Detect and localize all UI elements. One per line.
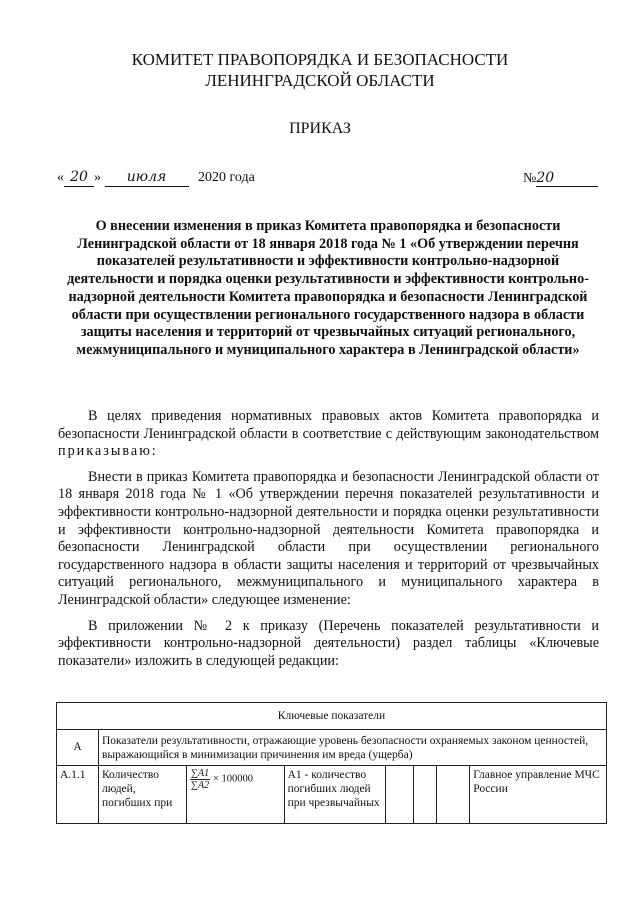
empty-cell (437, 766, 470, 824)
row-text-cell: Показатели результативности, отражающие уровень безопасности охраняемых законом ценностей, выражающийся в минимизации причинения им вреда (ущерба) (98, 730, 606, 766)
paragraph-2: Внести в приказ Комитета правопорядка и безопасности Ленинградской области от 18 января 2018 года № 1 «Об утверждении перечня показателей результативности и эффективности контрольно-надзорной деятельности и порядка оценки результативности и эффективности контрольно-надзорной деятельности Комитета правопорядка и безопасности Ленинградской области при осуществлении регионального государственного надзора в области защиты населения и территорий от чрезвычайных ситуаций регионального, межмуниципального и муниципального характера в Ленинградской области» следующее изменение: (58, 468, 599, 608)
definition-cell: А1 - количество погибших людей при чрезвычайных (284, 766, 386, 824)
date-close-quote: » (94, 170, 101, 185)
document-title: О внесении изменения в приказ Комитета правопорядка и безопасности Ленинградской области от 18 января 2018 года № 1 «Об утверждении перечня показателей результативности и эффективности контрольно-надзорной деятельности и порядка оценки результативности и эффективности контрольно-надзорной деятельности Комитета правопорядка и безопасности Ленинградской области при осуществлении регионального государственного надзора в области защиты населения и территорий от чрезвычайных ситуаций регионального, межмуниципального и муниципального характера в Ленинградской области» (67, 218, 589, 358)
formula-multiplier: × 100000 (212, 773, 254, 785)
date-month: июля (105, 170, 189, 187)
formula-numerator: ∑A1 (190, 768, 210, 779)
row-code-cell: А.1.1 (57, 766, 99, 824)
table-header-row (57, 703, 607, 730)
paragraph-3: В приложении № 2 к приказу (Перечень показателей результативности и эффективности контрольно-надзорной деятельности) раздел таблицы «Ключевые показатели» изложить в следующей редакции: (58, 617, 599, 669)
formula-denominator: ∑A2 (190, 780, 210, 791)
table-header-cell: Ключевые показатели (57, 703, 607, 730)
empty-cell (386, 766, 414, 824)
date-day: 20 (64, 170, 94, 187)
responsible-cell: Главное управление МЧС России (470, 766, 607, 824)
key-indicators-table (56, 702, 607, 824)
order-word: приказываю: (58, 443, 158, 460)
document-type: ПРИКАЗ (289, 120, 351, 137)
document-body (58, 408, 599, 678)
row-code-cell: А (57, 730, 99, 766)
date-open-quote: « (57, 170, 64, 185)
organization-header (0, 49, 640, 91)
date-line (57, 170, 255, 187)
paragraph-1-text: В целях приведения нормативных правовых актов Комитета правопорядка и безопасности Ленинградской области в соответствие с действующим законодательством (58, 408, 599, 442)
order-number: 20 (536, 170, 598, 187)
table-row (57, 766, 607, 824)
paragraph-1 (58, 408, 599, 461)
org-name-line-1: КОМИТЕТ ПРАВОПОРЯДКА И БЕЗОПАСНОСТИ (131, 50, 509, 69)
org-name-line-2: ЛЕНИНГРАДСКОЙ ОБЛАСТИ (205, 71, 435, 90)
empty-cell (414, 766, 437, 824)
order-number-line (523, 170, 598, 187)
date-year: 2020 года (198, 170, 255, 185)
indicator-name-cell: Количество людей, погибших при (98, 766, 186, 824)
number-sign: № (523, 171, 537, 186)
formula-fraction (190, 768, 210, 791)
table-row (57, 730, 607, 766)
formula-cell (186, 766, 284, 824)
